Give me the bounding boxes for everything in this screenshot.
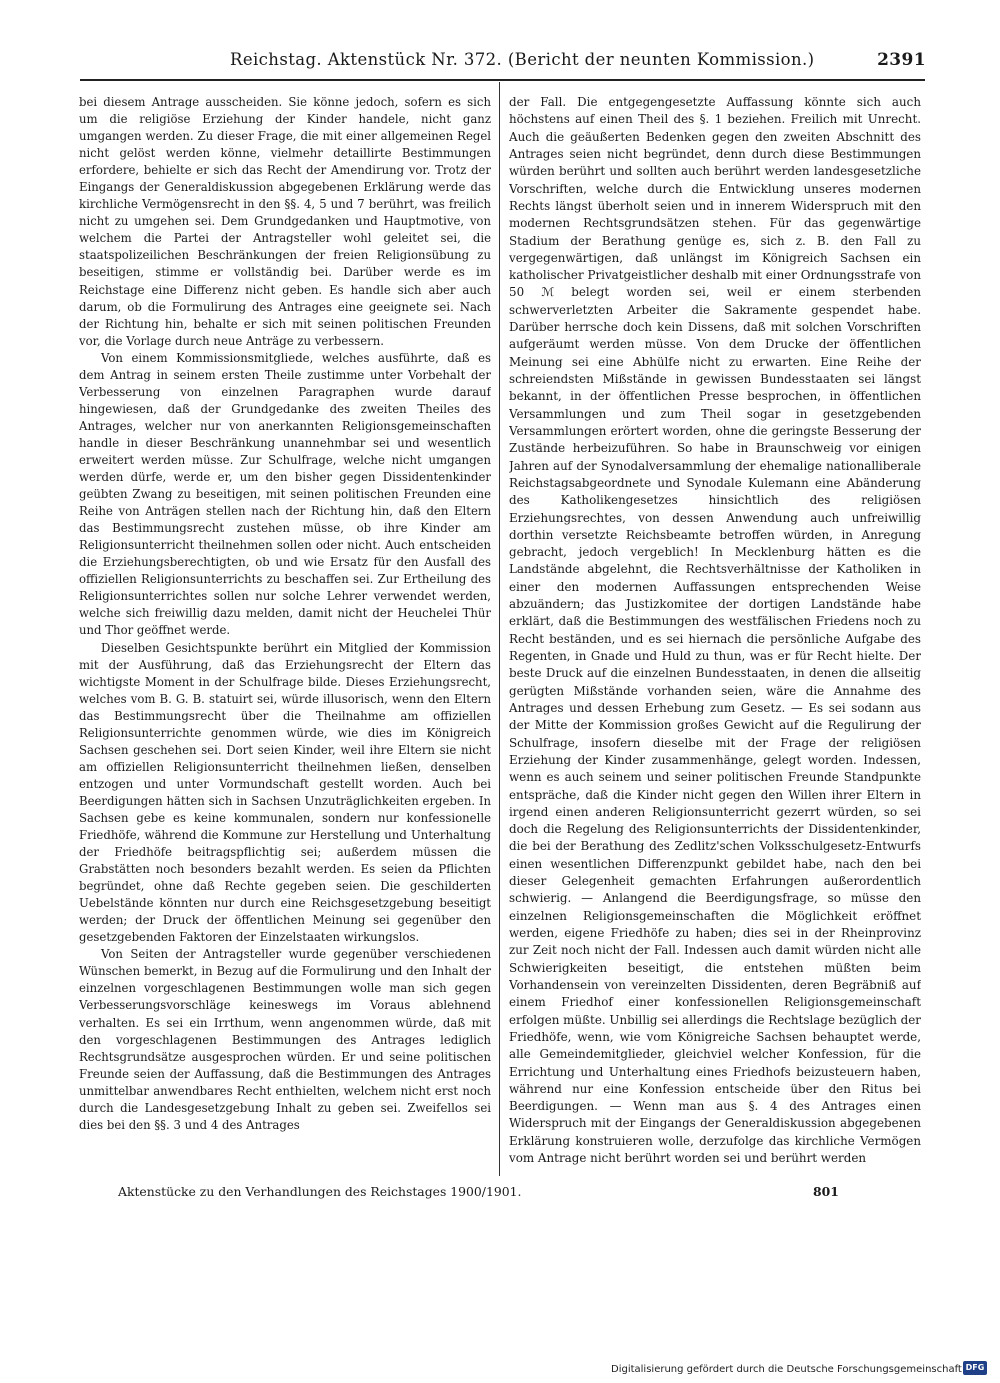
footer-sheet-number: 801 [813, 1184, 839, 1199]
column-divider [499, 82, 500, 1176]
page-header [80, 48, 930, 76]
left-column [79, 94, 491, 1174]
left-paragraph-3: Dieselben Gesichtspunkte berührt ein Mitglied der Kommission mit der Ausführung, daß das Erziehungsrecht der Eltern das wichtigste Moment in der Schulfrage bilde. Dieses Erziehungsrecht, welches vom B. G. B. statuirt sei, würde illusorisch, wenn den Eltern das Bestimmungsrecht über die Theilnahme am offiziellen Religionsunterrichte genommen würde, wie dies im Königreich Sachsen geschehen sei. Dort seien Kinder, weil ihre Eltern sie nicht am offiziellen Religionsunterricht theilnehmen ließen, denselben entzogen und unter Vormundschaft gestellt worden. Auch bei Beerdigungen hätten sich in Sachsen Unzuträglichkeiten ergeben. In Sachsen gebe es keine kommunalen, sondern nur konfessionelle Friedhöfe, während die Kommune zur Herstellung und Unterhaltung der Friedhöfe beitragspflichtig sei; außerdem müssen die Grabstätten noch besonders bezahlt werden. Es seien da Pflichten begründet, ohne daß Rechte gegeben seien. Die geschilderten Uebelstände könnten nur durch eine Reichsgesetzgebung beseitigt werden; der Druck der öffentlichen Meinung sei gegenüber den gesetzgebenden Faktoren der Einzelstaaten wirkungslos. [79, 640, 491, 945]
left-paragraph-1: bei diesem Antrage ausscheiden. Sie könne jedoch, sofern es sich um die religiöse Erziehung der Kinder handele, nicht ganz umgangen werden. Zu dieser Frage, die mit einer allgemeinen Regel nicht gelöst werden könne, vielmehr detaillirte Bestimmungen erfordere, behielte er sich das Recht der Amendirung vor. Trotz der Eingangs der Generaldiskussion abgegebenen Erklärung werde das kirchliche Vermögensrecht in den §§. 4, 5 und 7 berührt, was freilich nicht zu umgehen sei. Dem Grundgedanken und Hauptmotive, von welchem die Partei der Antragsteller wohl geleitet sei, die staatspolizeilichen Beschränkungen der freien Religionsübung zu beseitigen, stimme er vollständig bei. Darüber werde es im Reichstage eine Differenz nicht geben. Es handle sich aber auch darum, ob die Formulirung des Antrages eine geeignete sei. Nach der Richtung hin, behalte er sich mit seinen politischen Freunden vor, die Vorlage durch neue Anträge zu verbessern. [79, 95, 491, 348]
footer-source: Aktenstücke zu den Verhandlungen des Reichstages 1900/1901. [118, 1184, 522, 1199]
left-paragraph-4: Von Seiten der Antragsteller wurde gegenüber verschiedenen Wünschen bemerkt, in Bezug auf die Formulirung und den Inhalt der einzelnen vorgeschlagenen Bestimmungen wolle man sich gegen Verbesserungsvorschläge keineswegs im Voraus ablehnend verhalten. Es sei ein Irrthum, wenn angenommen würde, daß mit den vorgeschlagenen Bestimmungen des Antrages lediglich Rechtsgrundsätze ausgesprochen würden. Er und seine politischen Freunde seien der Auffassung, daß die Bestimmungen des Antrages unmittelbar anwendbares Recht enthielten, welchem nicht erst noch durch die Landesgesetzgebung Inhalt zu geben sei. Zweifellos sei dies bei den §§. 3 und 4 des Antrages [79, 947, 491, 1132]
right-column [509, 94, 921, 1174]
dfg-logo: DFG [963, 1361, 987, 1375]
left-paragraph-2: Von einem Kommissionsmitgliede, welches ausführte, daß es dem Antrag in seinem ersten Theile zustimme unter Vorbehalt der Verbesserung von einzelnen Paragraphen wurde darauf hingewiesen, daß der Grundgedanke des zweiten Theiles des Antrages, welcher nur von anerkannten Religionsgemeinschaften handle in dieser Beschränkung unannehmbar sei und wesentlich erweitert werden müsse. Zur Schulfrage, welche nicht umgangen werden dürfe, werde er, um den bisher gegen Dissidentenkinder geübten Zwang zu beseitigen, mit seinen politischen Freunden eine Reihe von Anträgen stellen nach der Richtung hin, daß den Eltern das Bestimmungsrecht zustehen müsse, ob ihre Kinder am Religionsunterricht theilnehmen sollen oder nicht. Auch entscheiden die Erziehungsberechtigten, ob und wie Ersatz für den Ausfall des offiziellen Religionsunterrichts zu beschaffen sei. Zur Ertheilung des Religionsunterrichtes sollen nur solche Lehrer verwendet werden, welche sich freiwillig dazu melden, damit nicht der Heuchelei Thür und Thor geöffnet werde. [79, 350, 491, 638]
header-rule [80, 79, 925, 81]
digitization-credit: Digitalisierung gefördert durch die Deutsche Forschungsgemeinschaft [611, 1364, 962, 1375]
header-page-number: 2391 [877, 50, 926, 70]
right-paragraph-1: der Fall. Die entgegengesetzte Auffassung könnte sich auch höchstens auf einen Theil des §. 1 beziehen. Freilich mit Unrecht. Auch die geäußerten Bedenken gegen den zweiten Abschnitt des Antrages seien nicht begründet, denn durch diese Bestimmungen würden berührt und sollten auch berührt werden landesgesetzliche Vorschriften, welche durch die Entwicklung unseres modernen Rechts längst überholt seien und in innerem Widerspruch mit den modernen Rechtsgrundsätzen stehen. Für das gegenwärtige Stadium der Berathung genüge es, sich z. B. den Fall zu vergegenwärtigen, daß unlängst im Königreich Sachsen ein katholischer Privatgeistlicher deshalb mit einer Ordnungsstrafe von 50 ℳ belegt worden sei, weil er einem sterbenden schwerverletzten Arbeiter die Sakramente gespendet habe. Darüber herrsche doch kein Dissens, daß mit solchen Vorschriften aufgeräumt werden müsse. Von dem Drucke der öffentlichen Meinung sei eine Abhülfe nicht zu erwarten. Eine Reihe der schreiendsten Mißstände in gewissen Bundesstaaten sei längst bekannt, in der öffentlichen Presse besprochen, in öffentlichen Versammlungen und zum Theil sogar in gesetzgebenden Versammlungen erörtert worden, ohne die geringste Besserung der Zustände herbeizuführen. So habe in Braunschweig vor einigen Jahren auf der Synodalversammlung der ehemalige nationalliberale Reichstagsabgeordnete und Synodale Kulemann eine Abänderung des Katholikengesetzes hinsichtlich des religiösen Erziehungsrechtes, von dessen Anwendung auch unfreiwillig dorthin versetzte Reichsbeamte betroffen würden, in Anregung gebracht, jedoch vergeblich! In Mecklenburg hätten es die Landstände abgelehnt, die Rechtsverhältnisse der Katholiken in einer den modernen Auffassungen entsprechenden Weise abzuändern; das Justizkomitee der dortigen Landstände habe erklärt, daß die Bestimmungen des westfälischen Friedens noch zu Recht beständen, und es sei hiernach die persönliche Aufgabe des Regenten, in Gnade und Huld zu thun, was er für Recht hielte. Der beste Druck auf die einzelnen Bundesstaaten, in denen die allseitig gerügten Mißstände vorhanden seien, wäre die Annahme des Antrages und dessen Erhebung zum Gesetz. — Es sei sodann aus der Mitte der Kommission großes Gewicht auf die Regulirung der Schulfrage, insofern dieselbe mit der Frage der religiösen Erziehung der Kinder zusammenhänge, gelegt worden. Indessen, wenn es auch seinem und seiner politischen Freunde Standpunkte entspräche, daß die Kinder nicht gegen den Willen ihrer Eltern in irgend einen anderen Religionsunterricht gezerrt würden, so sei doch die Regelung des Religionsunterrichts der Dissidentenkinder, die bei der Berathung des Zedlitz'schen Volksschulgesetz-Entwurfs einen wesentlichen Differenzpunkt gebildet habe, nach den bei dieser Gelegenheit gemachten Erfahrungen außerordentlich schwierig. — Anlangend die Beerdigungsfrage, so müsse den einzelnen Religionsgemeinschaften die Möglichkeit eröffnet werden, eigene Friedhöfe zu haben; dies sei in der Rheinprovinz zur Zeit noch nicht der Fall. Indessen auch damit würden nicht alle Schwierigkeiten beseitigt, die entstehen müßten beim Vorhandensein von vereinzelten Dissidenten, deren Begräbniß auf einem Friedhof einer konfessionellen Religionsgemeinschaft erfolgen müßte. Unbillig sei allerdings die Rechtslage bezüglich der Friedhöfe, wenn, wie vom Königreiche Sachsen behauptet werde, alle Gemeindemitglieder, gleichviel welcher Konfession, für die Errichtung und Unterhaltung eines Friedhofs beizusteuern haben, während nur eine Konfession entscheide über den Ritus bei Beerdigungen. — Wenn man aus §. 4 des Antrages einen Widerspruch mit der Eingangs der Generaldiskussion abgegebenen Erklärung konstruieren wolle, derzufolge das kirchliche Vermögen vom Antrage nicht berührt worden sei und berührt werden [509, 95, 921, 1166]
header-title: Reichstag. Aktenstück Nr. 372. (Bericht der neunten Kommission.) [230, 50, 815, 69]
